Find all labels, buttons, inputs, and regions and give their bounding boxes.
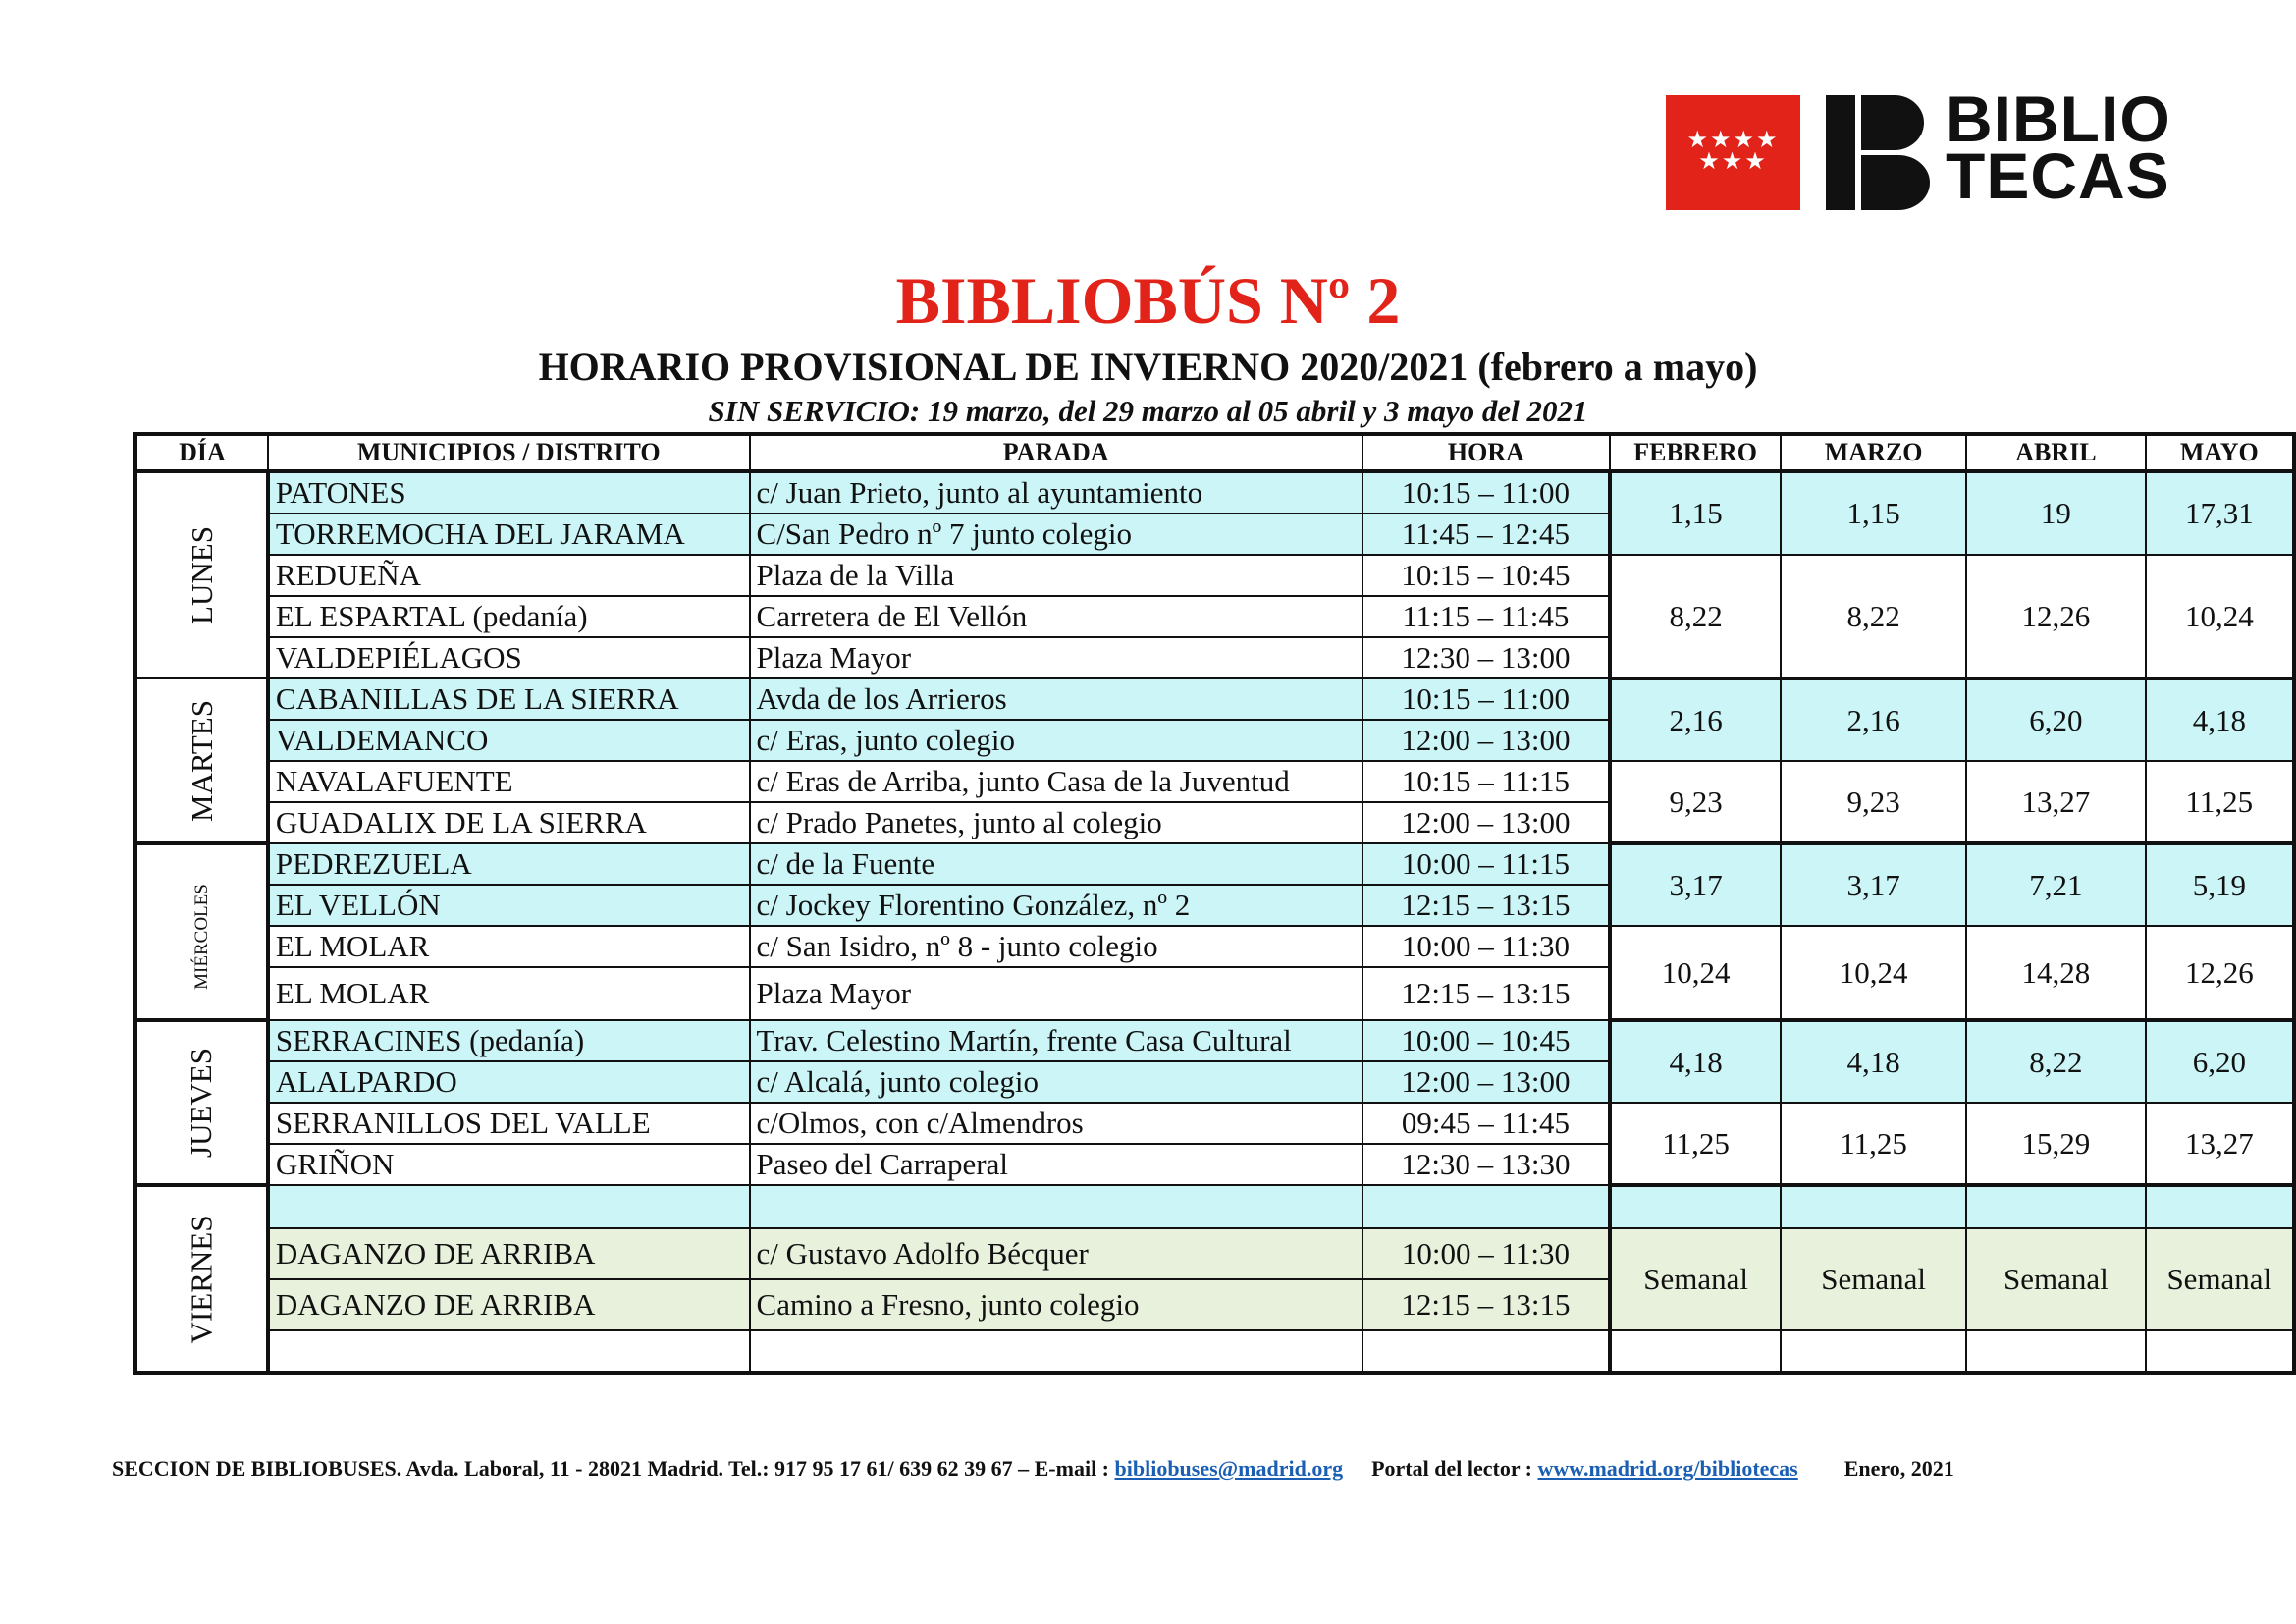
table-row — [135, 555, 2294, 596]
hora-cell: 10:15 – 11:15 — [1362, 761, 1610, 802]
table-row — [135, 678, 2294, 720]
municipio-cell: EL ESPARTAL (pedanía) — [268, 596, 750, 637]
table-header-row — [135, 434, 2294, 471]
empty-cell — [750, 1185, 1362, 1228]
mayo-cell: 12,26 — [2146, 926, 2294, 1020]
empty-cell — [750, 1330, 1362, 1373]
municipio-cell: GRIÑON — [268, 1144, 750, 1185]
febrero-cell: 9,23 — [1610, 761, 1781, 843]
hora-cell: 10:00 – 11:30 — [1362, 926, 1610, 967]
empty-cell — [1610, 1330, 1781, 1373]
marzo-cell: 8,22 — [1781, 555, 1966, 678]
empty-cell — [1781, 1330, 1966, 1373]
hora-cell: 10:00 – 11:30 — [1362, 1228, 1610, 1279]
abril-cell: 7,21 — [1966, 843, 2145, 926]
febrero-cell: 4,18 — [1610, 1020, 1781, 1103]
febrero-cell: 10,24 — [1610, 926, 1781, 1020]
mayo-cell: Semanal — [2146, 1228, 2294, 1330]
parada-cell: C/San Pedro nº 7 junto colegio — [750, 514, 1362, 555]
table-row — [135, 843, 2294, 885]
parada-cell: c/ San Isidro, nº 8 - junto colegio — [750, 926, 1362, 967]
parada-cell: Paseo del Carraperal — [750, 1144, 1362, 1185]
marzo-cell: 9,23 — [1781, 761, 1966, 843]
no-service-notice: SIN SERVICIO: 19 marzo, del 29 marzo al 05 abril y 3 mayo del 2021 — [708, 394, 1588, 428]
marzo-cell: 3,17 — [1781, 843, 1966, 926]
hora-cell: 12:30 – 13:00 — [1362, 637, 1610, 678]
abril-cell: 12,26 — [1966, 555, 2145, 678]
parada-cell: c/ Prado Panetes, junto al colegio — [750, 802, 1362, 843]
table-row — [135, 1103, 2294, 1144]
parada-cell: Trav. Celestino Martín, frente Casa Cultural — [750, 1020, 1362, 1061]
municipio-cell: TORREMOCHA DEL JARAMA — [268, 514, 750, 555]
day-jueves: JUEVES — [135, 1020, 268, 1185]
mayo-cell: 5,19 — [2146, 843, 2294, 926]
table-row — [135, 1330, 2294, 1373]
bibliotecas-wordmark — [1946, 82, 2171, 212]
parada-cell: Plaza de la Villa — [750, 555, 1362, 596]
parada-cell: c/ Alcalá, junto colegio — [750, 1061, 1362, 1103]
stars-icon: ★★★★ ★★★ — [1686, 126, 1780, 175]
hora-cell: 09:45 – 11:45 — [1362, 1103, 1610, 1144]
parada-cell: Carretera de El Vellón — [750, 596, 1362, 637]
municipio-cell: REDUEÑA — [268, 555, 750, 596]
municipio-cell: EL MOLAR — [268, 926, 750, 967]
municipio-cell: DAGANZO DE ARRIBA — [268, 1279, 750, 1330]
abril-cell: 14,28 — [1966, 926, 2145, 1020]
footer-date: Enero, 2021 — [1843, 1456, 1954, 1481]
table-row — [135, 1185, 2294, 1228]
page-title: BIBLIOBÚS Nº 2 — [895, 263, 1401, 338]
hora-cell: 10:15 – 11:00 — [1362, 471, 1610, 514]
parada-cell: c/ de la Fuente — [750, 843, 1362, 885]
table-row — [135, 1228, 2294, 1279]
municipio-cell: DAGANZO DE ARRIBA — [268, 1228, 750, 1279]
municipio-cell: ALALPARDO — [268, 1061, 750, 1103]
table-row — [135, 471, 2294, 514]
header-dia: DÍA — [135, 434, 268, 471]
hora-cell: 11:45 – 12:45 — [1362, 514, 1610, 555]
mayo-cell: 13,27 — [2146, 1103, 2294, 1185]
municipio-cell: EL MOLAR — [268, 967, 750, 1020]
parada-cell: c/ Gustavo Adolfo Bécquer — [750, 1228, 1362, 1279]
marzo-cell: 1,15 — [1781, 471, 1966, 555]
portal-label: Portal del lector : — [1371, 1456, 1533, 1481]
empty-cell — [2146, 1185, 2294, 1228]
marzo-cell: 10,24 — [1781, 926, 1966, 1020]
empty-cell — [1610, 1185, 1781, 1228]
hora-cell: 12:00 – 13:00 — [1362, 1061, 1610, 1103]
hora-cell: 11:15 – 11:45 — [1362, 596, 1610, 637]
febrero-cell: 8,22 — [1610, 555, 1781, 678]
day-lunes: LUNES — [135, 471, 268, 678]
febrero-cell: 3,17 — [1610, 843, 1781, 926]
abril-cell: 13,27 — [1966, 761, 2145, 843]
parada-cell: c/ Eras de Arriba, junto Casa de la Juventud — [750, 761, 1362, 802]
hora-cell: 10:00 – 10:45 — [1362, 1020, 1610, 1061]
abril-cell: 8,22 — [1966, 1020, 2145, 1103]
marzo-cell: 11,25 — [1781, 1103, 1966, 1185]
bibliotecas-b-logo-icon — [1826, 95, 1932, 210]
parada-cell: c/Olmos, con c/Almendros — [750, 1103, 1362, 1144]
marzo-cell: 4,18 — [1781, 1020, 1966, 1103]
hora-cell: 10:00 – 11:15 — [1362, 843, 1610, 885]
febrero-cell: 2,16 — [1610, 678, 1781, 761]
hora-cell: 10:15 – 11:00 — [1362, 678, 1610, 720]
parada-cell: c/ Jockey Florentino González, nº 2 — [750, 885, 1362, 926]
abril-cell: 15,29 — [1966, 1103, 2145, 1185]
footer — [112, 1455, 1954, 1483]
mayo-cell: 10,24 — [2146, 555, 2294, 678]
marzo-cell: Semanal — [1781, 1228, 1966, 1330]
header-municipio: MUNICIPIOS / DISTRITO — [268, 434, 750, 471]
empty-cell — [1781, 1185, 1966, 1228]
header-febrero: FEBRERO — [1610, 434, 1781, 471]
day-miercoles: MIÉRCOLES — [135, 843, 268, 1020]
header-hora: HORA — [1362, 434, 1610, 471]
header-marzo: MARZO — [1781, 434, 1966, 471]
parada-cell: Plaza Mayor — [750, 967, 1362, 1020]
empty-cell — [1966, 1330, 2145, 1373]
header-mayo: MAYO — [2146, 434, 2294, 471]
parada-cell: Plaza Mayor — [750, 637, 1362, 678]
febrero-cell: 1,15 — [1610, 471, 1781, 555]
abril-cell: 6,20 — [1966, 678, 2145, 761]
municipio-cell: CABANILLAS DE LA SIERRA — [268, 678, 750, 720]
parada-cell: c/ Eras, junto colegio — [750, 720, 1362, 761]
abril-cell: 19 — [1966, 471, 2145, 555]
table-row — [135, 926, 2294, 967]
hora-cell: 12:15 – 13:15 — [1362, 1279, 1610, 1330]
hora-cell: 12:00 – 13:00 — [1362, 720, 1610, 761]
hora-cell: 12:15 – 13:15 — [1362, 967, 1610, 1020]
hora-cell: 10:15 – 10:45 — [1362, 555, 1610, 596]
header-parada: PARADA — [750, 434, 1362, 471]
municipio-cell: VALDEPIÉLAGOS — [268, 637, 750, 678]
day-martes: MARTES — [135, 678, 268, 843]
municipio-cell: SERRACINES (pedanía) — [268, 1020, 750, 1061]
email-link[interactable]: bibliobuses@madrid.org — [1114, 1456, 1344, 1481]
table-row — [135, 761, 2294, 802]
empty-cell — [268, 1185, 750, 1228]
page-subtitle: HORARIO PROVISIONAL DE INVIERNO 2020/2021 (febrero a mayo) — [538, 345, 1758, 389]
hora-cell: 12:15 – 13:15 — [1362, 885, 1610, 926]
hora-cell: 12:30 – 13:30 — [1362, 1144, 1610, 1185]
footer-contact-text: SECCION DE BIBLIOBUSES. Avda. Laboral, 11 - 28021 Madrid. Tel.: 917 95 17 61/ 639 62 39 67 – E-mail : — [112, 1456, 1110, 1481]
mayo-cell: 4,18 — [2146, 678, 2294, 761]
header-abril: ABRIL — [1966, 434, 2145, 471]
empty-cell — [2146, 1330, 2294, 1373]
municipio-cell: PATONES — [268, 471, 750, 514]
mayo-cell: 17,31 — [2146, 471, 2294, 555]
municipio-cell: PEDREZUELA — [268, 843, 750, 885]
parada-cell: Camino a Fresno, junto colegio — [750, 1279, 1362, 1330]
municipio-cell: VALDEMANCO — [268, 720, 750, 761]
abril-cell: Semanal — [1966, 1228, 2145, 1330]
day-viernes: VIERNES — [135, 1185, 268, 1373]
parada-cell: Avda de los Arrieros — [750, 678, 1362, 720]
febrero-cell: 11,25 — [1610, 1103, 1781, 1185]
hora-cell: 12:00 – 13:00 — [1362, 802, 1610, 843]
empty-cell — [268, 1330, 750, 1373]
municipio-cell: NAVALAFUENTE — [268, 761, 750, 802]
wordmark-line2: TECAS — [1946, 139, 2170, 212]
empty-cell — [1362, 1185, 1610, 1228]
febrero-cell: Semanal — [1610, 1228, 1781, 1330]
municipio-cell: GUADALIX DE LA SIERRA — [268, 802, 750, 843]
empty-cell — [1362, 1330, 1610, 1373]
schedule-table — [133, 432, 2296, 1375]
empty-cell — [1966, 1185, 2145, 1228]
comunidad-madrid-logo — [1666, 95, 1800, 210]
marzo-cell: 2,16 — [1781, 678, 1966, 761]
table-row — [135, 1020, 2294, 1061]
municipio-cell: EL VELLÓN — [268, 885, 750, 926]
mayo-cell: 11,25 — [2146, 761, 2294, 843]
portal-link[interactable]: www.madrid.org/bibliotecas — [1537, 1456, 1798, 1481]
parada-cell: c/ Juan Prieto, junto al ayuntamiento — [750, 471, 1362, 514]
wordmark-line1: BIBLIO — [1946, 82, 2171, 155]
municipio-cell: SERRANILLOS DEL VALLE — [268, 1103, 750, 1144]
mayo-cell: 6,20 — [2146, 1020, 2294, 1103]
